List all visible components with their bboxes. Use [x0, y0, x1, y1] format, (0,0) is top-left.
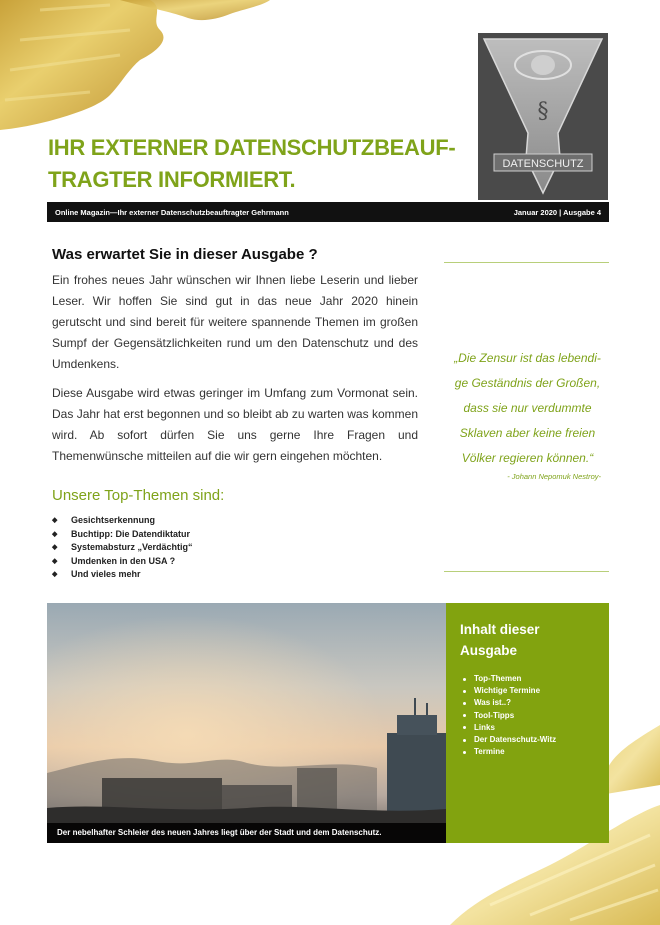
- logo-label: DATENSCHUTZ: [502, 158, 584, 170]
- list-item: ◆ Systemabsturz „Verdächtig“: [52, 541, 193, 555]
- foggy-city-image: [47, 603, 446, 843]
- city-fog-photo: [47, 603, 446, 843]
- contents-list: [460, 673, 595, 758]
- diamond-bullet-icon: ◆: [52, 544, 58, 551]
- list-item: ◆ Buchtipp: Die Datendiktatur: [52, 528, 193, 542]
- top-topics-title: Unsere Top-Themen sind:: [52, 487, 225, 504]
- quote-author: - Johann Nepomuk Nestroy-: [507, 472, 601, 481]
- top-topics-list: [52, 514, 193, 582]
- paragraph-symbol: §: [537, 99, 549, 124]
- shield-logo-icon: [478, 33, 608, 200]
- article-paragraph-2: Diese Ausgabe wird etwas geringer im Umfang zum Vormonat sein. Das Jahr hat erst begonnen und so bleibt ab zu warten was kommen wird. Ab sofort dürfen Sie uns gerne Ihre Fragen und Themenwünsche mitteilen auf die wir gern eingehen möchten.: [52, 386, 418, 463]
- issue-date: Januar 2020 | Ausgabe 4: [513, 207, 601, 217]
- diamond-bullet-icon: ◆: [52, 571, 58, 578]
- headline-line-1: IHR EXTERNER DATENSCHUTZBEAUF-: [48, 135, 456, 160]
- magazine-name: Online Magazin—Ihr externer Datenschutzbeauftragter Gehrmann: [55, 207, 289, 217]
- pull-quote: „Die Zensur ist das lebendi- ge Geständnis der Großen, dass sie nur verdummte Sklaven aber keine freien Völker regieren können.“: [454, 351, 601, 465]
- contents-title: Inhalt dieser Ausgabe: [460, 622, 540, 658]
- contents-item: Wichtige Termine: [460, 685, 595, 697]
- list-item: ◆ Gesichtserkennung: [52, 514, 193, 528]
- contents-item: Der Datenschutz-Witz: [460, 734, 595, 746]
- datenschutz-logo: [478, 33, 608, 200]
- headline: [48, 132, 468, 196]
- quote-divider-top: [444, 262, 609, 263]
- masthead-bar: [47, 202, 609, 222]
- diamond-bullet-icon: ◆: [52, 557, 58, 565]
- diamond-bullet-icon: ◆: [52, 517, 58, 524]
- photo-caption: Der nebelhafter Schleier des neuen Jahres liegt über der Stadt und dem Datenschutz.: [47, 823, 446, 843]
- headline-line-2: TRAGTER INFORMIERT.: [48, 167, 296, 192]
- article-title: Was erwartet Sie in dieser Ausgabe ?: [52, 246, 318, 263]
- quote-divider-bottom: [444, 571, 609, 572]
- contents-sidebar: [446, 603, 609, 843]
- gold-brush-decoration-top: [0, 0, 270, 130]
- list-item: ◆ Und vieles mehr: [52, 568, 193, 582]
- article-paragraph-1: Ein frohes neues Jahr wünschen wir Ihnen liebe Leserin und lieber Leser. Wir hoffen Sie sind gut in das neue Jahr 2020 hinein gerutscht und sind bereit für weitere spannende Themen im großen Sumpf der Gegensätzlichkeiten rund um den Datenschutz und des Umdenkens.: [52, 273, 418, 371]
- contents-item: Was ist..?: [460, 697, 595, 709]
- contents-item: Tool-Tipps: [460, 710, 595, 722]
- diamond-bullet-icon: ◆: [52, 530, 58, 538]
- contents-item: Termine: [460, 746, 595, 758]
- contents-item: Links: [460, 722, 595, 734]
- contents-item: Top-Themen: [460, 673, 595, 685]
- list-item: ◆ Umdenken in den USA ?: [52, 555, 193, 569]
